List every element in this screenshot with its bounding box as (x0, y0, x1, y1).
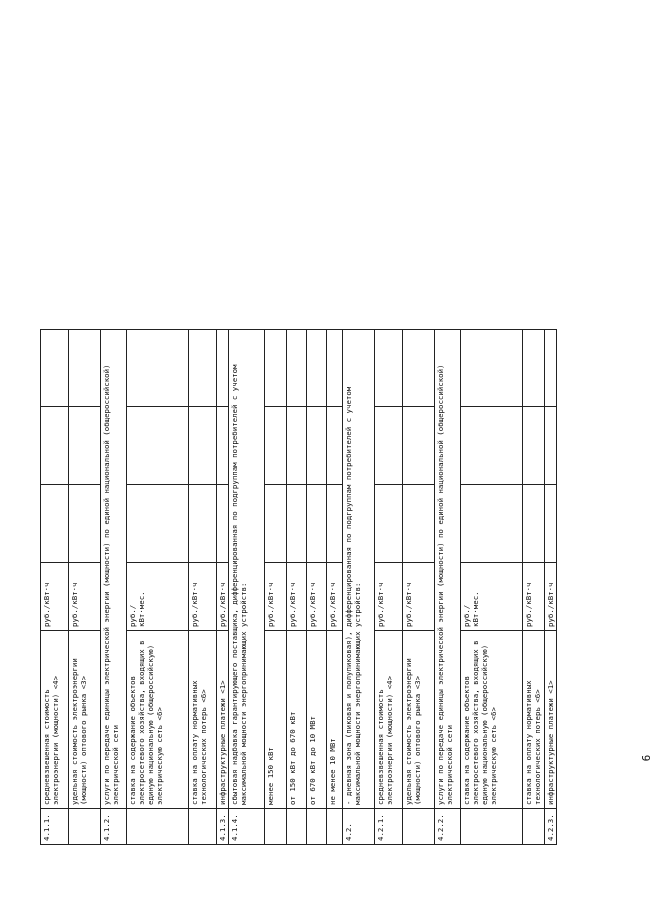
row-number (265, 809, 287, 845)
indicator-name: инфраструктурные платежи <1> (217, 631, 229, 809)
section-heading: услуги по передаче единицы электрической энергии (мощности) по единой национальной (общероссийской) электрической сети (435, 330, 461, 809)
indicator-name: инфраструктурные платежи <1> (545, 631, 557, 809)
value-cell (545, 407, 557, 485)
row-number (127, 809, 189, 845)
unit-of-measure: руб./кВт·ч (287, 563, 307, 631)
tariff-table-body (41, 330, 557, 845)
value-cell (41, 407, 69, 485)
value-cell (265, 330, 287, 407)
table-row (189, 330, 217, 845)
section-heading: сбытовая надбавка гарантирующего поставщика, дифференцированная по подгруппам потребителей с учетом максимальной мощности энергопринимающих устройств: (229, 330, 265, 809)
value-cell (403, 407, 435, 485)
table-row (375, 330, 403, 845)
row-number: 4.2.3. (545, 809, 557, 845)
indicator-name: средневзвешенная стоимость электроэнергии (мощности) <4> (41, 631, 69, 809)
rotated-content (40, 330, 615, 845)
row-number: 4.2.1. (375, 809, 403, 845)
indicator-name: ставка на оплату нормативных технологических потерь <6> (523, 631, 545, 809)
table-row (265, 330, 287, 845)
rotated-page (40, 330, 653, 845)
value-cell (217, 407, 229, 485)
table-row (217, 330, 229, 845)
indicator-name: удельная стоимость электроэнергии (мощности) оптового рынка <3> (69, 631, 101, 809)
value-cell (461, 330, 523, 407)
value-cell (287, 485, 307, 563)
value-cell (327, 330, 343, 407)
unit-of-measure: руб./кВт·ч (307, 563, 327, 631)
indicator-name: ставка на содержание объектов электросетевого хозяйства, входящих в единую национальную (общероссийскую) электрическую сеть <6> (461, 631, 523, 809)
value-cell (327, 485, 343, 563)
value-cell (327, 407, 343, 485)
indicator-name: не менее 10 МВт (327, 631, 343, 809)
tariff-table (40, 329, 557, 845)
unit-of-measure: руб./кВт·ч (375, 563, 403, 631)
value-cell (307, 330, 327, 407)
value-cell (217, 330, 229, 407)
row-number (287, 809, 307, 845)
value-cell (41, 330, 69, 407)
table-row (403, 330, 435, 845)
value-cell (307, 407, 327, 485)
indicator-name: удельная стоимость электроэнергии (мощности) оптового рынка <3> (403, 631, 435, 809)
unit-of-measure: руб./кВт·ч (265, 563, 287, 631)
row-number (189, 809, 217, 845)
row-number: 4.1.3. (217, 809, 229, 845)
value-cell (287, 330, 307, 407)
indicator-name: от 670 кВт до 10 МВт (307, 631, 327, 809)
row-number (403, 809, 435, 845)
value-cell (217, 485, 229, 563)
section-heading: услуги по передаче единицы электрической энергии (мощности) по единой национальной (общероссийской) электрической сети (101, 330, 127, 809)
row-number: 4.2. (343, 809, 375, 845)
value-cell (461, 485, 523, 563)
value-cell (461, 407, 523, 485)
indicator-name: ставка на содержание объектов электросетевого хозяйства, входящих в единую национальную (общероссийскую) электрическую сеть <6> (127, 631, 189, 809)
unit-of-measure: руб./ кВт·мес. (127, 563, 189, 631)
value-cell (127, 330, 189, 407)
value-cell (265, 407, 287, 485)
value-cell (189, 485, 217, 563)
unit-of-measure: руб./кВт·ч (41, 563, 69, 631)
table-row (69, 330, 101, 845)
unit-of-measure: руб./кВт·ч (69, 563, 101, 631)
value-cell (307, 485, 327, 563)
table-row (545, 330, 557, 845)
unit-of-measure: руб./кВт·ч (327, 563, 343, 631)
table-row (101, 330, 127, 845)
row-number (69, 809, 101, 845)
value-cell (189, 407, 217, 485)
row-number: 4.2.2. (435, 809, 461, 845)
value-cell (287, 407, 307, 485)
value-cell (403, 485, 435, 563)
unit-of-measure: руб./кВт·ч (545, 563, 557, 631)
row-number (327, 809, 343, 845)
section-heading: - дневная зона (пиковая и полупиковая), дифференцированная по подгруппам потребителей с учетом максимальной мощности энергопринимающих устройств: (343, 330, 375, 809)
value-cell (375, 330, 403, 407)
row-number (523, 809, 545, 845)
row-number (307, 809, 327, 845)
indicator-name: менее 150 кВт (265, 631, 287, 809)
value-cell (69, 330, 101, 407)
row-number: 4.1.1. (41, 809, 69, 845)
value-cell (189, 330, 217, 407)
table-row (343, 330, 375, 845)
table-row (307, 330, 327, 845)
row-number: 4.1.2. (101, 809, 127, 845)
value-cell (375, 485, 403, 563)
table-row (327, 330, 343, 845)
value-cell (523, 330, 545, 407)
value-cell (545, 330, 557, 407)
value-cell (265, 485, 287, 563)
value-cell (375, 407, 403, 485)
value-cell (41, 485, 69, 563)
unit-of-measure: руб./ кВт·мес. (461, 563, 523, 631)
table-row (229, 330, 265, 845)
unit-of-measure: руб./кВт·ч (523, 563, 545, 631)
indicator-name: ставка на оплату нормативных технологических потерь <6> (189, 631, 217, 809)
row-number (461, 809, 523, 845)
row-number: 4.1.4. (229, 809, 265, 845)
value-cell (69, 485, 101, 563)
table-row (435, 330, 461, 845)
unit-of-measure: руб./кВт·ч (217, 563, 229, 631)
value-cell (545, 485, 557, 563)
indicator-name: от 150 кВт до 670 кВт (287, 631, 307, 809)
unit-of-measure: руб./кВт·ч (189, 563, 217, 631)
indicator-name: средневзвешенная стоимость электроэнергии (мощности) <4> (375, 631, 403, 809)
table-row (127, 330, 189, 845)
table-row (41, 330, 69, 845)
table-row (523, 330, 545, 845)
value-cell (69, 407, 101, 485)
unit-of-measure: руб./кВт·ч (403, 563, 435, 631)
value-cell (127, 407, 189, 485)
value-cell (523, 485, 545, 563)
table-row (461, 330, 523, 845)
table-row (287, 330, 307, 845)
value-cell (523, 407, 545, 485)
value-cell (403, 330, 435, 407)
page-number: 6 (640, 754, 653, 762)
value-cell (127, 485, 189, 563)
